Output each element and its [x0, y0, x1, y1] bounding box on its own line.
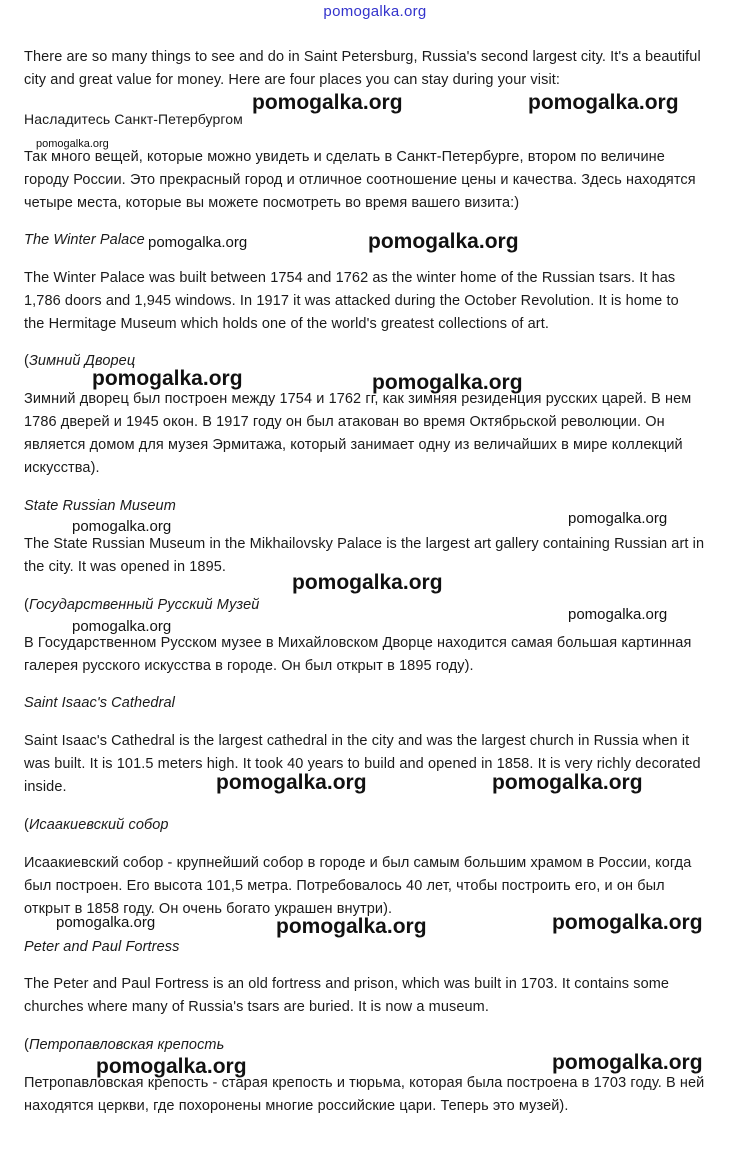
watermark: pomogalka.org: [368, 230, 519, 253]
heading-isaac-ru-text: Исаакиевский собор: [28, 817, 169, 833]
winter-line-3: the Hermitage Museum which holds one of the world's greatest collections of art.: [24, 316, 549, 332]
watermark: pomogalka.org: [528, 91, 679, 114]
heading-isaac: Saint Isaac's Cathedral: [24, 695, 175, 711]
heading-fortress-ru-text: Петропавловская крепость: [28, 1037, 225, 1053]
watermark-top: pomogalka.org: [323, 3, 427, 20]
winter-line-2: 1,786 doors and 1,945 windows. In 1917 it was attacked during the October Revolution. It is home to: [24, 293, 679, 309]
winter-line-1: The Winter Palace was built between 1754 and 1762 as the winter home of the Russian tsars. It has: [24, 270, 676, 286]
museum-line-2: the city. It was opened in 1895.: [24, 559, 227, 575]
watermark: pomogalka.org: [492, 771, 643, 794]
isaac-ru-line-2: был построен. Его высота 101,5 метра. Потребовалось 40 лет, чтобы построить его, и он был: [24, 878, 665, 894]
isaac-ru-line-3: открыт в 1858 году. Он очень богато украшен внутри).: [24, 901, 393, 917]
watermark: pomogalka.org: [56, 914, 156, 931]
paren: (: [24, 1037, 29, 1053]
fortress-ru-line-1: Петропавловская крепость - старая крепость и тюрьма, которая была построена в 1703 году. В ней: [24, 1075, 705, 1091]
paren: (: [24, 597, 29, 613]
isaac-line-2: was built. It is 101.5 meters high. It took 40 years to build and opened in 1858. It is very richly decorated: [24, 756, 701, 772]
watermark: pomogalka.org: [92, 367, 243, 390]
watermark: pomogalka.org: [552, 911, 703, 934]
heading-winter-palace: The Winter Palace: [24, 232, 145, 248]
fortress-ru-line-2: находятся церкви, где похоронены многие российские цари. Теперь это музей).: [24, 1098, 569, 1114]
ru-intro-line-3: четыре места, которые вы можете посмотреть во время вашего визита:): [24, 195, 520, 211]
ru-title: Насладитесь Санкт-Петербургом: [24, 111, 243, 127]
watermark: pomogalka.org: [148, 234, 248, 251]
isaac-ru-line-1: Исаакиевский собор - крупнейший собор в городе и был самым большим храмом в России, когда: [24, 855, 692, 871]
watermark: pomogalka.org: [552, 1051, 703, 1074]
watermark: pomogalka.org: [216, 771, 367, 794]
watermark: pomogalka.org: [96, 1055, 247, 1078]
watermark: pomogalka.org: [568, 606, 668, 623]
watermark: pomogalka.org: [568, 510, 668, 527]
watermark: pomogalka.org: [252, 91, 403, 114]
watermark: pomogalka.org: [292, 571, 443, 594]
ru-intro-line-1: Так много вещей, которые можно увидеть и сделать в Санкт-Петербурге, втором по величине: [24, 149, 665, 165]
watermark: pomogalka.org: [372, 371, 523, 394]
winter-ru-line-1: Зимний дворец был построен между 1754 и 1762 гг, как зимняя резиденция русских царей. В нем: [24, 391, 692, 407]
museum-line-1: The State Russian Museum in the Mikhailovsky Palace is the largest art gallery containing Russian art in: [24, 536, 705, 552]
museum-ru-line-2: галерея русского искусства в городе. Он был открыт в 1895 году).: [24, 658, 474, 674]
isaac-line-3: inside.: [24, 779, 67, 795]
isaac-line-1: Saint Isaac's Cathedral is the largest cathedral in the city and was the largest church in Russia when it: [24, 733, 690, 749]
paren: (: [24, 353, 29, 369]
watermark: pomogalka.org: [36, 138, 109, 150]
watermark: pomogalka.org: [72, 518, 172, 535]
heading-isaac-ru: [24, 816, 169, 834]
winter-ru-line-3: является домом для музея Эрмитажа, который занимает одну из величайших в мире коллекций: [24, 437, 683, 453]
fortress-line-1: The Peter and Paul Fortress is an old fortress and prison, which was built in 1703. It contains some: [24, 976, 670, 992]
heading-russian-museum: State Russian Museum: [24, 498, 176, 514]
museum-ru-line-1: В Государственном Русском музее в Михайловском Дворце находится самая большая картинная: [24, 635, 692, 651]
watermark: pomogalka.org: [276, 915, 427, 938]
fortress-line-2: churches where many of Russia's tsars are buried. It is now a museum.: [24, 999, 489, 1015]
intro-line-1: There are so many things to see and do in Saint Petersburg, Russia's second largest city. It's a beautiful: [24, 49, 701, 65]
intro-line-2: city and great value for money. Here are four places you can stay during your visit:: [24, 72, 561, 88]
watermark: pomogalka.org: [72, 618, 172, 635]
heading-fortress: Peter and Paul Fortress: [24, 939, 180, 955]
heading-russian-museum-ru: [24, 596, 259, 614]
winter-ru-line-2: 1786 дверей и 1945 окон. В 1917 году он был атакован во время Октябрьской революции. Он: [24, 414, 665, 430]
heading-winter-palace-ru-text: Зимний Дворец: [28, 353, 136, 369]
paren: (: [24, 817, 29, 833]
heading-russian-museum-ru-text: Государственный Русский Музей: [28, 597, 260, 613]
winter-ru-line-4: искусства).: [24, 460, 100, 476]
ru-intro-line-2: городу России. Это прекрасный город и отличное соотношение цены и качества. Здесь находятся: [24, 172, 696, 188]
heading-fortress-ru: [24, 1036, 224, 1054]
